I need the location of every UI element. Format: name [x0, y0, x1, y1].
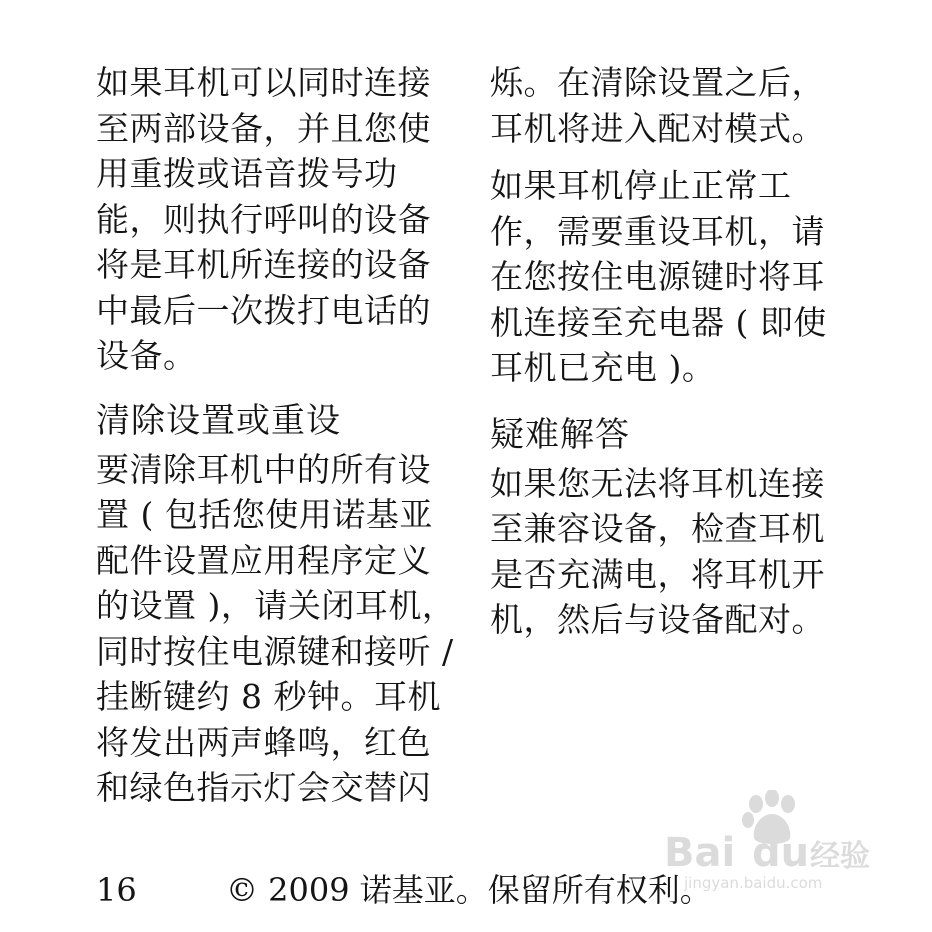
text-line: 如果您无法将耳机连接: [490, 463, 825, 503]
paragraph-simultaneous-connection: [96, 60, 466, 379]
text-line: 机，然后与设备配对。: [490, 600, 825, 639]
text-line: 在您按住电源键时将耳: [490, 257, 825, 296]
text-line: 能，则执行呼叫的设备: [96, 199, 431, 239]
paragraph-reset-headset: [490, 163, 860, 391]
text-line: 如果耳机停止正常工: [490, 166, 792, 205]
text-line: 是否充满电，将耳机开: [490, 554, 825, 594]
text-line: 耳机将进入配对模式。: [490, 108, 825, 148]
text-line: 挂断键约 8 秒钟。耳机: [96, 677, 441, 716]
svg-text:Bai: Bai: [664, 830, 736, 876]
text-line: 要清除耳机中的所有设: [96, 449, 431, 489]
text-line: 的设置 )，请关闭耳机，: [96, 586, 456, 625]
svg-text:经验: 经验: [810, 839, 870, 874]
page-footer: [96, 866, 876, 914]
text-line: 耳机已充电 )。: [490, 348, 716, 387]
text-line: 将发出两声蜂鸣，红色: [96, 722, 431, 762]
paragraph-troubleshooting: [490, 461, 860, 643]
text-line: 作，需要重设耳机，请: [490, 211, 825, 251]
text-line: 烁。在清除设置之后，: [490, 63, 825, 102]
paragraph-clear-settings: [96, 447, 466, 811]
text-line: 将是耳机所连接的设备: [96, 245, 431, 284]
paragraph-pairing-mode: [490, 60, 860, 151]
text-line: 如果耳机可以同时连接: [96, 63, 431, 102]
text-line: 用重拨或语音拨号功: [96, 154, 398, 193]
left-column: [96, 60, 466, 811]
text-line: 至两部设备，并且您使: [96, 108, 431, 148]
text-line: 和绿色指示灯会交替闪: [96, 768, 431, 807]
text-line: 中最后一次拨打电话的: [96, 290, 431, 330]
section-heading-reset: 清除设置或重设: [96, 400, 341, 441]
section-heading-troubleshooting: 疑难解答: [490, 414, 630, 455]
right-column: [490, 60, 860, 643]
page-number: 16: [96, 871, 137, 909]
text-line: 配件设置应用程序定义: [96, 540, 431, 580]
text-line: 同时按住电源键和接听 /: [96, 631, 454, 671]
svg-text:du: du: [752, 830, 810, 876]
text-line: 机连接至充电器 ( 即使: [490, 302, 827, 342]
svg-text:jingyan.baidu.com: jingyan.baidu.com: [684, 874, 823, 892]
copyright-notice: © 2009 诺基亚。保留所有权利。: [226, 871, 712, 909]
text-line: 至兼容设备，检查耳机: [490, 509, 825, 548]
text-line: 设备。: [96, 336, 197, 375]
text-line: 置 ( 包括您使用诺基亚: [96, 495, 433, 534]
